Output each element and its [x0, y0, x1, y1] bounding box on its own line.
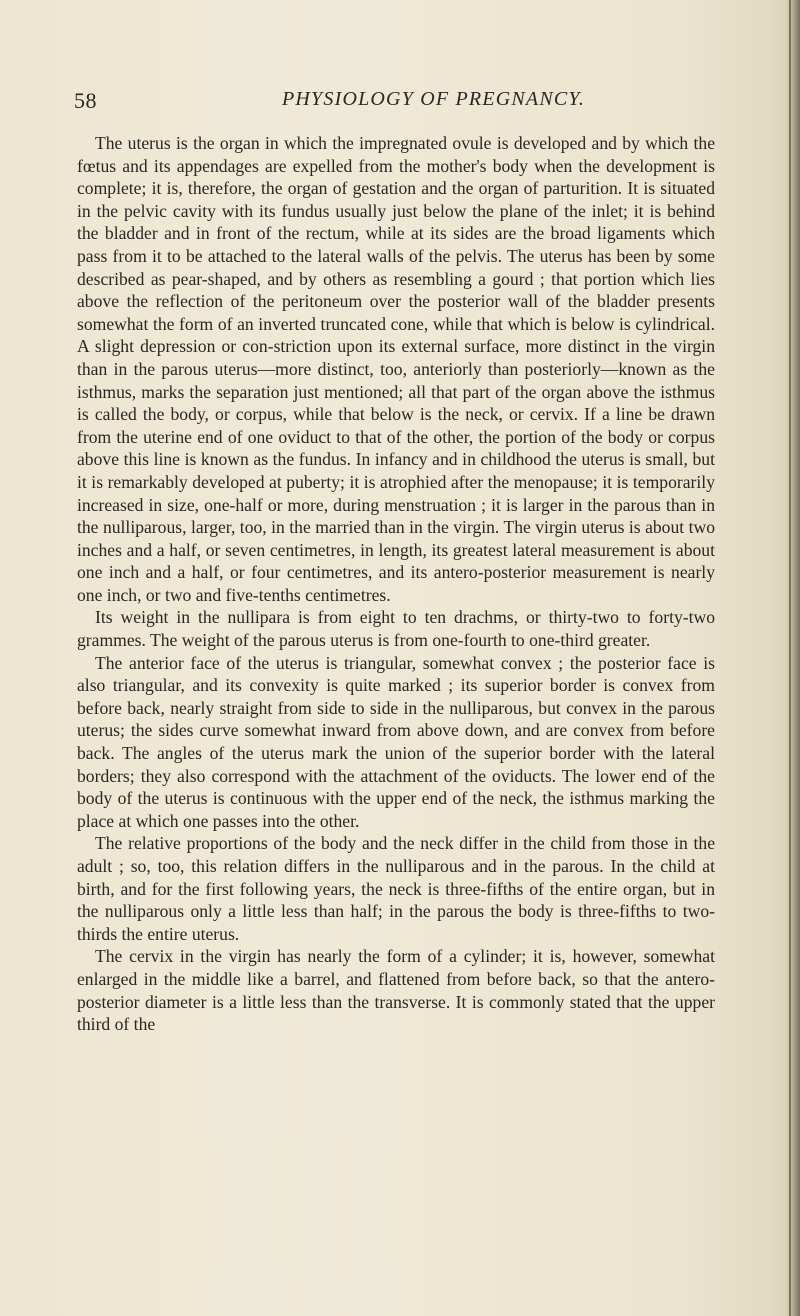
running-head	[0, 88, 800, 118]
paragraph-uterus-description: The uterus is the organ in which the impregnated ovule is developed and by which the fœtus and its appendages are expelled from the mother's body when the development is complete; it is, therefore, the organ of gestation and the organ of parturition. It is situated in the pelvic cavity with its fundus usually just below the plane of the inlet; it is behind the bladder and in front of the rectum, while at its sides are the broad ligaments which pass from it to be attached to the lateral walls of the pelvis. The uterus has been by some described as pear-shaped, and by others as resembling a gourd ; that portion which lies above the reflection of the peritoneum over the posterior wall of the bladder presents somewhat the form of an inverted truncated cone, while that which is below is cylindrical. A slight depression or con-striction upon its external surface, more distinct in the virgin than in the parous uterus—more distinct, too, anteriorly than posteriorly—known as the isthmus, marks the separation just mentioned; all that part of the organ above the isthmus is called the body, or corpus, while that below is the neck, or cervix. If a line be drawn from the uterine end of one oviduct to that of the other, the portion of the body or corpus above this line is known as the fundus. In infancy and in childhood the uterus is small, but it is remarkably developed at puberty; it is atrophied after the menopause; it is temporarily increased in size, one-half or more, during menstruation ; it is larger in the parous than in the nulliparous, larger, too, in the married than in the virgin. The virgin uterus is about two inches and a half, or seven centimetres, in length, its greatest lateral measurement is about one inch and a half, or four centimetres, and its antero-posterior measurement is nearly one inch, or two and five-tenths centimetres.	[77, 133, 715, 605]
paragraph-weight: Its weight in the nullipara is from eight to ten drachms, or thirty-two to forty-two grammes. The weight of the parous uterus is from one-fourth to one-third greater.	[77, 607, 715, 651]
page-edge-line	[789, 0, 791, 1316]
page-number: 58	[74, 88, 97, 113]
paragraph-cervix: The cervix in the virgin has nearly the form of a cylinder; it is, however, somewhat enlarged in the middle like a barrel, and flattened from before back, so that the antero-posterior diameter is a little less than the transverse. It is commonly stated that the upper third of the	[77, 946, 715, 1035]
running-title: PHYSIOLOGY OF PREGNANCY.	[282, 88, 586, 110]
paragraph-proportions: The relative proportions of the body and the neck differ in the child from those in the adult ; so, too, this relation differs in the nulliparous and in the parous. In the child at birth, and for the first following years, the neck is three-fifths of the entire organ, but in the nulliparous only a little less than half; in the parous the body is three-fifths to two-thirds the entire uterus.	[77, 833, 715, 944]
paragraph-faces: The anterior face of the uterus is triangular, somewhat convex ; the posterior face is also triangular, and its convexity is quite marked ; its superior border is convex from before back, nearly straight from side to side in the nulliparous, but convex in the parous uterus; the sides curve somewhat inward from above down, and are convex from before back. The angles of the uterus mark the union of the superior border with the lateral borders; they also correspond with the attachment of the oviducts. The lower end of the body of the uterus is continuous with the upper end of the neck, the isthmus marking the place at which one passes into the other.	[77, 652, 715, 831]
body-text	[77, 132, 715, 1036]
